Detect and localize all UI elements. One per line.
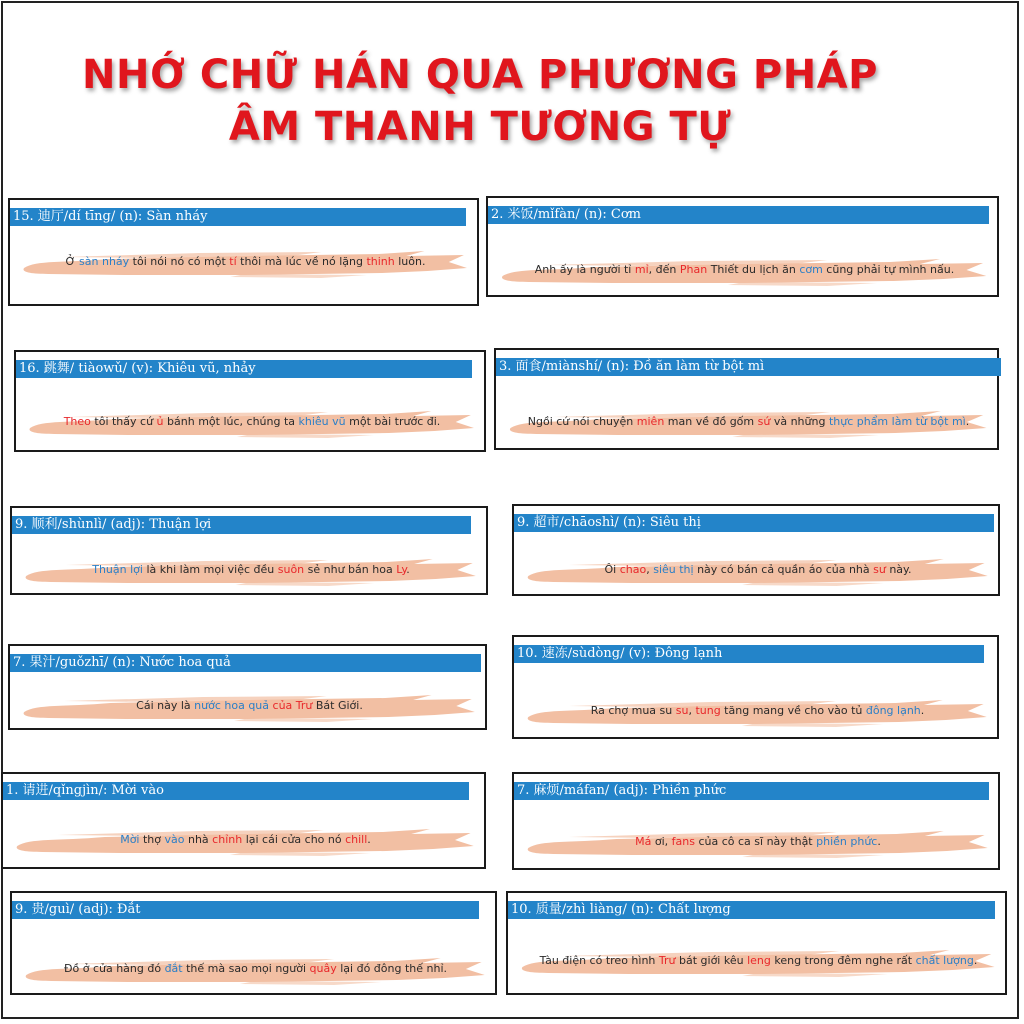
brush-stroke-highlight (496, 252, 993, 288)
sentence-text: Ở (65, 255, 80, 268)
vocab-card-header: 9. 贵/guì/ (adj): Đắt (12, 901, 479, 919)
vocab-card-header: 7. 果汁/guǒzhī/ (n): Nước hoa quả (10, 654, 481, 672)
keyword-red: Má (635, 835, 652, 848)
sentence-text: . (973, 954, 978, 967)
example-sentence (504, 404, 993, 440)
vocab-card-moi-vao (1, 772, 486, 869)
sentence-text: Ngồi cứ nói chuyện (527, 415, 637, 428)
sentence-text: Bát Giới. (312, 699, 363, 712)
vocab-card-khieu-vu (14, 350, 486, 452)
sentence-text: lại đó đông thế nhỉ. (336, 962, 448, 975)
keyword-red: fans (671, 835, 695, 848)
keyword-red: tí (229, 255, 237, 268)
keyword-blue: Mời (120, 833, 140, 846)
example-sentence (20, 951, 491, 987)
sentence-text: Thiết du lịch ăn (707, 263, 800, 276)
sentence-text: thợ (139, 833, 165, 846)
example-sentence (20, 552, 482, 588)
keyword-blue: phiền phức (816, 835, 878, 848)
sentence-text: . (406, 563, 410, 576)
sentence-text: man về đồ gốm (664, 415, 758, 428)
sentence-text: và những (770, 415, 829, 428)
sentence-text: thế mà sao mọi người (182, 962, 310, 975)
sentence-text: tôi thấy cứ (90, 415, 157, 428)
vocab-card-thuan-loi (10, 506, 488, 595)
keyword-red: tung (695, 704, 721, 717)
brush-stroke-highlight (18, 688, 481, 724)
brush-stroke-highlight (522, 693, 993, 729)
keyword-blue: đông lạnh (865, 704, 921, 717)
vocab-card-san-nhay (8, 198, 479, 306)
vocab-card-header: 16. 跳舞/ tiàowǔ/ (v): Khiêu vũ, nhảy (16, 360, 472, 378)
keyword-red: ủ (156, 415, 164, 428)
sentence-text: ơi, (651, 835, 672, 848)
sentence-text: của cô ca sĩ này thật (694, 835, 817, 848)
sentence-text: lại cái cửa cho nó (242, 833, 346, 846)
example-sentence (11, 822, 480, 858)
keyword-red: su (675, 704, 689, 717)
vocab-card-header: 2. 米饭/mǐfàn/ (n): Cơm (488, 206, 989, 224)
vocab-card-dat (10, 891, 497, 995)
sentence-text: . (877, 835, 881, 848)
sentence-text: Cái này là (136, 699, 195, 712)
keyword-red: miên (636, 415, 665, 428)
sentence-text: là khi làm mọi việc đều (142, 563, 278, 576)
title-line-2: ÂM THANH TƯƠNG TỰ (228, 104, 732, 150)
keyword-red: quây (309, 962, 337, 975)
example-sentence (516, 943, 1001, 979)
brush-stroke-highlight (11, 822, 480, 858)
example-sentence (522, 552, 994, 588)
example-sentence (18, 244, 473, 280)
keyword-red: chỉnh (212, 833, 243, 846)
vocab-card-header: 9. 顺利/shùnlì/ (adj): Thuận lợi (12, 516, 471, 534)
keyword-blue: thực phẩm làm từ bột mì (828, 415, 966, 428)
sentence-text: cũng phải tự mình nấu. (822, 263, 955, 276)
keyword-blue: sàn nháy (79, 255, 130, 268)
keyword-red: chao (619, 563, 647, 576)
vocab-card-header: 9. 超市/chāoshì/ (n): Siêu thị (514, 514, 994, 532)
keyword-blue: Thuận lợi (92, 563, 143, 576)
vocab-card-header: 10. 质量/zhì liàng/ (n): Chất lượng (508, 901, 995, 919)
title-line-1: NHỚ CHỮ HÁN QUA PHƯƠNG PHÁP (82, 52, 878, 98)
sentence-text: tôi nói nó có một (129, 255, 230, 268)
vocab-card-phien-phuc (512, 772, 1000, 870)
sentence-text: . (920, 704, 925, 717)
vocab-card-header: 3. 面食/miànshí/ (n): Đồ ăn làm từ bột mì (496, 358, 1001, 376)
keyword-blue: khiêu vũ (298, 415, 346, 428)
example-sentence (522, 693, 993, 729)
sentence-text: một bài trước đi. (345, 415, 441, 428)
vocab-card-header: 1. 请进/qǐngjìn/: Mời vào (3, 782, 469, 800)
vocab-card-do-an-bot-mi (494, 348, 999, 450)
sentence-text: , đến (648, 263, 680, 276)
sentence-text: Anh ấy là người tỉ (534, 263, 635, 276)
sentence-text: tăng mang về cho vào tủ (720, 704, 866, 717)
sentence-text: keng trong đêm nghe rất (770, 954, 916, 967)
sentence-text: nhà (184, 833, 213, 846)
brush-stroke-highlight (516, 943, 1001, 979)
sentence-text: luôn. (394, 255, 426, 268)
keyword-red: Theo (63, 415, 91, 428)
keyword-red: mỉ (634, 263, 649, 276)
vocab-card-com (486, 196, 999, 297)
brush-stroke-highlight (18, 244, 473, 280)
keyword-red: sư (873, 563, 886, 576)
sentence-text: Ôi (604, 563, 620, 576)
sentence-text: , (688, 704, 696, 717)
brush-stroke-highlight (20, 951, 491, 987)
keyword-red: Ly (396, 563, 407, 576)
vocab-card-dong-lanh (512, 635, 999, 739)
brush-stroke-highlight (20, 552, 482, 588)
sentence-text: Đồ ở cửa hàng đó (63, 962, 165, 975)
example-sentence (522, 824, 994, 860)
keyword-blue: chất lượng (915, 954, 974, 967)
vocab-card-sieu-thi (512, 504, 1000, 596)
sentence-text: này. (885, 563, 912, 576)
sentence-text: Tàu điện có treo hình (539, 954, 659, 967)
keyword-blue: cơm (799, 263, 823, 276)
sentence-text: này có bán cả quần áo của nhà (693, 563, 874, 576)
keyword-red: thinh (366, 255, 395, 268)
brush-stroke-highlight (522, 824, 994, 860)
brush-stroke-highlight (522, 552, 994, 588)
keyword-red: của Trư (272, 699, 313, 712)
vocab-card-header: 10. 速冻/sùdòng/ (v): Đông lạnh (514, 645, 984, 663)
brush-stroke-highlight (504, 404, 993, 440)
vocab-card-nuoc-hoa-qua (8, 644, 487, 730)
sentence-text: thôi mà lúc về nó lặng (236, 255, 367, 268)
example-sentence (496, 252, 993, 288)
sentence-text: Ra chợ mua su (590, 704, 676, 717)
example-sentence (24, 404, 480, 440)
keyword-blue: siêu thị (653, 563, 694, 576)
keyword-red: Phan (679, 263, 708, 276)
keyword-red: Trư (658, 954, 676, 967)
sentence-text: . (965, 415, 970, 428)
example-sentence (18, 688, 481, 724)
sentence-text: . (367, 833, 371, 846)
sentence-text: bát giới kêu (675, 954, 748, 967)
sentence-text: , (646, 563, 654, 576)
vocab-card-chat-luong (506, 891, 1007, 995)
keyword-blue: đắt (164, 962, 183, 975)
keyword-red: suôn (277, 563, 305, 576)
vocab-card-header: 15. 迪厅/dí tīng/ (n): Sàn nháy (10, 208, 466, 226)
sentence-text: sẻ như bán hoa (304, 563, 397, 576)
keyword-blue: nước hoa quả (194, 699, 270, 712)
brush-stroke-highlight (24, 404, 480, 440)
vocab-card-header: 7. 麻烦/máfan/ (adj): Phiền phức (514, 782, 989, 800)
keyword-red: chill (345, 833, 368, 846)
keyword-blue: vào (164, 833, 185, 846)
keyword-red: leng (747, 954, 771, 967)
keyword-red: sứ (757, 415, 771, 428)
sentence-text: bánh một lúc, chúng ta (163, 415, 299, 428)
